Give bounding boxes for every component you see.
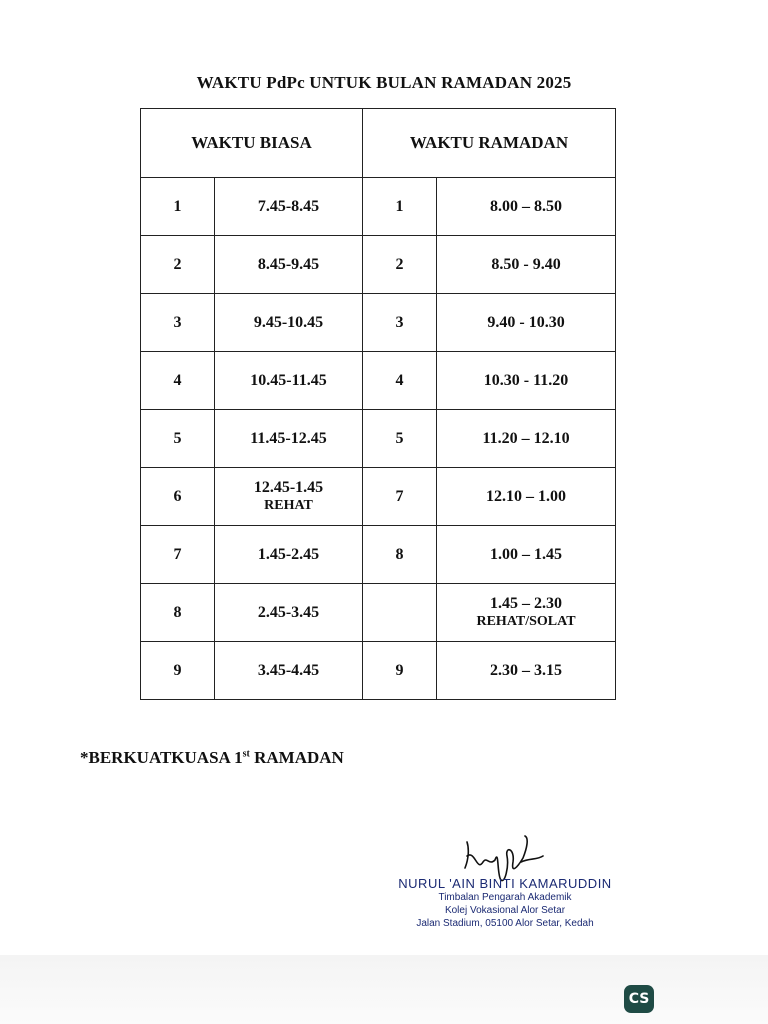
table-row <box>141 352 616 410</box>
ramadan-time-slot-text: 1.45 – 2.30 <box>490 595 563 612</box>
biasa-period-number <box>141 584 215 642</box>
effective-date-note <box>80 748 344 768</box>
biasa-period-number-text: 3 <box>173 313 182 331</box>
biasa-time-slot-text: 9.45-10.45 <box>253 313 324 331</box>
ramadan-period-number-text: 1 <box>395 197 404 215</box>
biasa-time-slot-text: 12.45-1.45 <box>253 479 324 496</box>
ramadan-time-slot-text: 11.20 – 12.10 <box>482 429 570 447</box>
table-row <box>141 236 616 294</box>
biasa-time-slot-text: 1.45-2.45 <box>257 545 320 563</box>
ramadan-time-slot-text: 8.00 – 8.50 <box>490 197 563 215</box>
biasa-time-slot <box>215 178 363 236</box>
biasa-time-slot <box>215 294 363 352</box>
ramadan-period-number <box>363 352 437 410</box>
biasa-period-number <box>141 410 215 468</box>
ramadan-time-slot <box>437 352 616 410</box>
ramadan-period-number <box>363 642 437 700</box>
biasa-period-number-text: 8 <box>173 603 182 621</box>
biasa-period-number-text: 9 <box>173 661 182 679</box>
ramadan-period-number-text: 2 <box>395 255 404 273</box>
ramadan-time-slot <box>437 642 616 700</box>
biasa-time-slot-text: 10.45-11.45 <box>250 371 327 389</box>
biasa-period-number <box>141 468 215 526</box>
biasa-time-slot <box>215 526 363 584</box>
table-row <box>141 294 616 352</box>
biasa-time-slot <box>215 584 363 642</box>
ramadan-period-number <box>363 584 437 642</box>
biasa-period-number-text: 2 <box>173 255 182 273</box>
ramadan-period-number <box>363 294 437 352</box>
ramadan-time-slot <box>437 294 616 352</box>
biasa-time-slot <box>215 410 363 468</box>
ramadan-time-slot <box>437 526 616 584</box>
ramadan-time-slot-text: 1.00 – 1.45 <box>490 545 563 563</box>
ramadan-time-slot-text: 9.40 - 10.30 <box>487 313 565 331</box>
biasa-time-slot-text: 11.45-12.45 <box>250 429 327 447</box>
table-row <box>141 526 616 584</box>
ramadan-period-number-text: 7 <box>395 487 404 505</box>
schedule-table <box>140 108 616 700</box>
biasa-period-number-text: 1 <box>173 197 182 215</box>
ramadan-period-number <box>363 410 437 468</box>
footnote-superscript: st <box>242 748 250 760</box>
biasa-period-number <box>141 642 215 700</box>
biasa-time-slot-text: 3.45-4.45 <box>257 661 320 679</box>
biasa-period-number <box>141 294 215 352</box>
ramadan-period-number <box>363 468 437 526</box>
ramadan-time-slot-text: 2.30 – 3.15 <box>490 661 563 679</box>
signatory-institution: Kolej Vokasional Alor Setar <box>444 905 566 916</box>
table-header-row <box>141 109 616 178</box>
ramadan-period-number <box>363 236 437 294</box>
biasa-time-slot <box>215 352 363 410</box>
biasa-time-slot-text: 2.45-3.45 <box>257 603 320 621</box>
ramadan-period-number-text: 4 <box>395 371 404 389</box>
ramadan-period-number <box>363 178 437 236</box>
ramadan-period-number-text: 9 <box>395 661 404 679</box>
ramadan-period-number-text: 3 <box>395 313 404 331</box>
biasa-time-slot <box>215 236 363 294</box>
signatory-name: NURUL 'AIN BINTI KAMARUDDIN <box>398 876 612 891</box>
ramadan-time-slot <box>437 178 616 236</box>
ramadan-time-slot <box>437 410 616 468</box>
biasa-period-number <box>141 526 215 584</box>
table-row <box>141 410 616 468</box>
ramadan-period-number <box>363 526 437 584</box>
ramadan-time-slot-text: 8.50 - 9.40 <box>491 255 561 273</box>
biasa-period-number <box>141 178 215 236</box>
signature-block <box>370 828 640 930</box>
biasa-period-number-text: 4 <box>173 371 182 389</box>
ramadan-period-number-text: 8 <box>395 545 404 563</box>
biasa-period-number-text: 6 <box>173 487 182 505</box>
biasa-period-number <box>141 352 215 410</box>
ramadan-time-slot <box>437 468 616 526</box>
table-row <box>141 178 616 236</box>
table-row <box>141 468 616 526</box>
biasa-period-number-text: 7 <box>173 545 182 563</box>
table-row <box>141 584 616 642</box>
ramadan-time-slot <box>437 236 616 294</box>
biasa-period-number-text: 5 <box>173 429 182 447</box>
table-row <box>141 642 616 700</box>
header-waktu-biasa: WAKTU BIASA <box>141 109 363 178</box>
camscanner-logo-icon: CS <box>624 985 654 1013</box>
break-note: REHAT <box>264 498 313 513</box>
biasa-time-slot <box>215 642 363 700</box>
ramadan-time-slot-text: 10.30 - 11.20 <box>483 371 569 389</box>
signatory-address: Jalan Stadium, 05100 Alor Setar, Kedah <box>416 918 594 929</box>
biasa-time-slot <box>215 468 363 526</box>
biasa-period-number <box>141 236 215 294</box>
biasa-time-slot-text: 7.45-8.45 <box>257 197 320 215</box>
signatory-position: Timbalan Pengarah Akademik <box>438 892 572 903</box>
ramadan-time-slot <box>437 584 616 642</box>
biasa-time-slot-text: 8.45-9.45 <box>257 255 320 273</box>
ramadan-time-slot-text: 12.10 – 1.00 <box>486 487 567 505</box>
footnote-suffix: RAMADAN <box>249 748 344 767</box>
document-title: WAKTU PdPc UNTUK BULAN RAMADAN 2025 <box>196 73 572 92</box>
footnote-prefix: *BERKUATKUASA 1 <box>80 748 243 767</box>
header-waktu-ramadan: WAKTU RAMADAN <box>363 109 616 178</box>
break-note: REHAT/SOLAT <box>476 614 576 629</box>
ramadan-period-number-text: 5 <box>395 429 404 447</box>
